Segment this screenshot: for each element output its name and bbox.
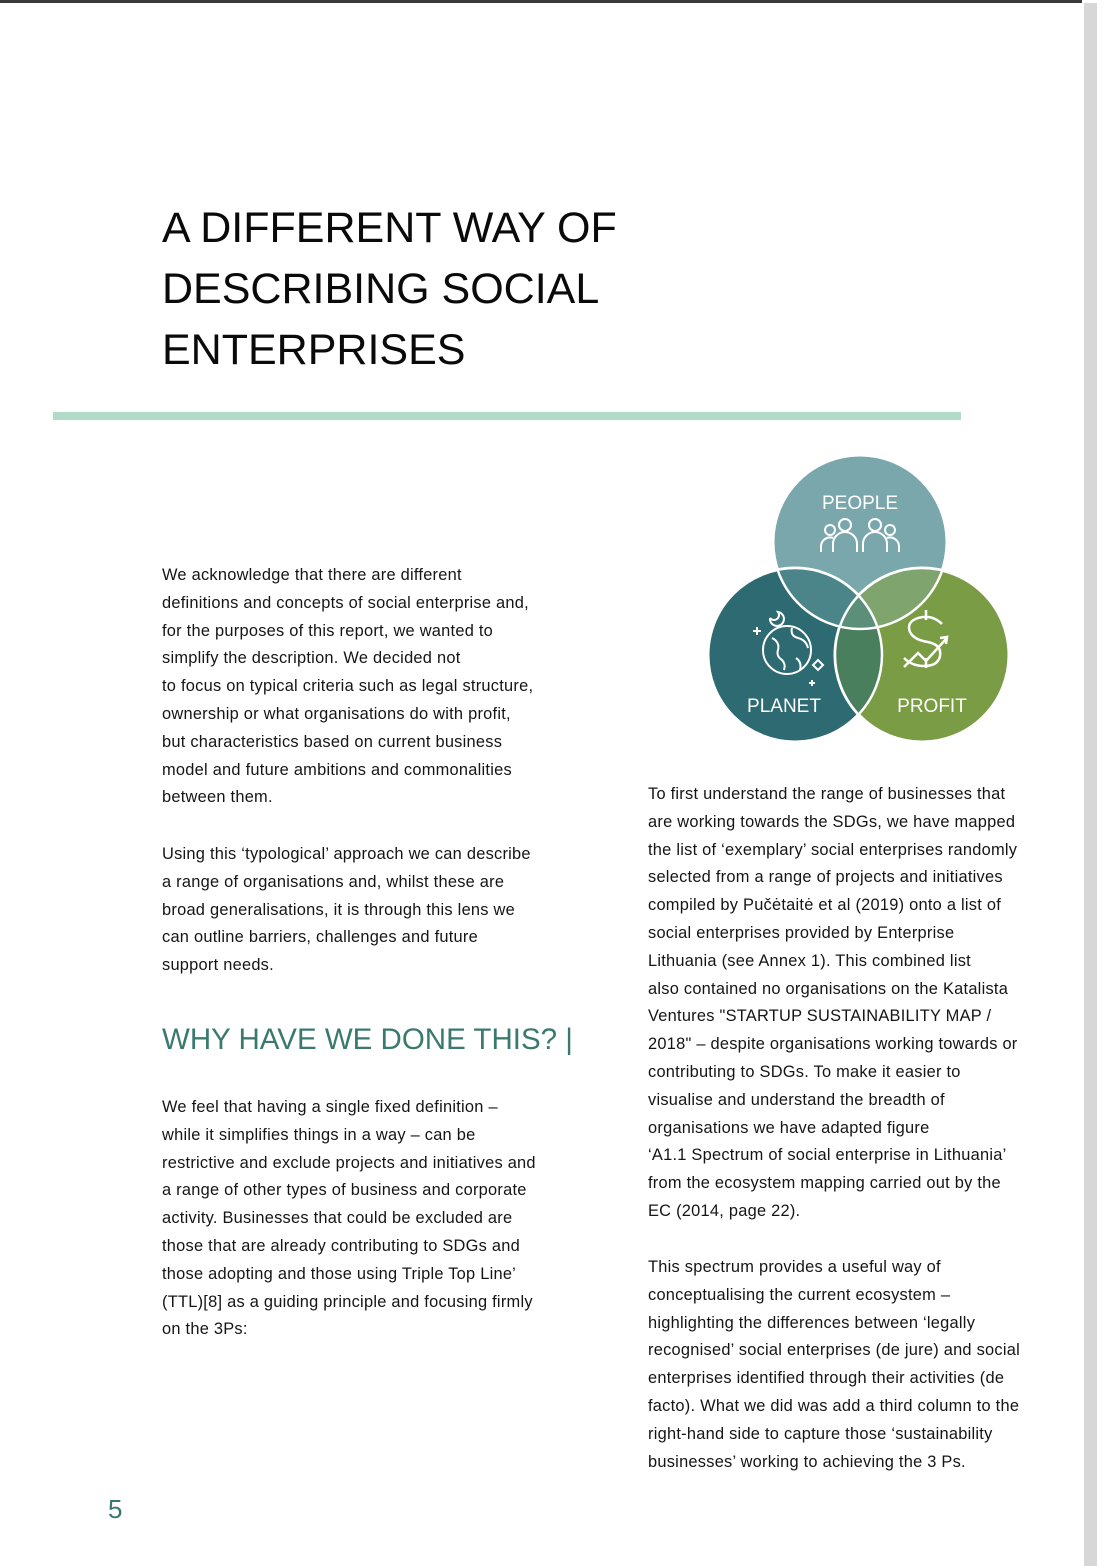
- scrollbar-thumb[interactable]: [1084, 3, 1097, 1566]
- planet-label: PLANET: [747, 696, 821, 717]
- people-label: PEOPLE: [821, 493, 899, 514]
- people-planet-profit-venn-diagram: [700, 452, 1020, 752]
- page-number: 5: [108, 1494, 123, 1524]
- spectrum-paragraph: This spectrum provides a useful way of conceptualising the current ecosystem – highlighting the differences between ‘legally recognised’ social enterprises (de jure) and social enterprises identified through their activities (de facto). What we did was add a third column to the right-hand side to capture those ‘sustainability businesses’ working to achieving the 3 Ps.: [648, 1258, 1021, 1471]
- section-heading: WHY HAVE WE DONE THIS? |: [162, 1023, 573, 1056]
- intro-paragraph: We acknowledge that there are different definitions and concepts of social enterprise and, for the purposes of this report, we wanted to simplify the description. We decided not to focus on typical criteria such as legal structure, ownership or what organisations do with profit, but characteristics based on current business model and future ambitions and commonalities between them.: [162, 566, 534, 807]
- page-title: A DIFFERENT WAY OF DESCRIBING SOCIAL ENTERPRISES: [162, 204, 617, 374]
- typology-paragraph: Using this ‘typological’ approach we can describe a range of organisations and, whilst these are broad generalisations, it is through this lens we can outline barriers, challenges and future support needs.: [162, 845, 531, 975]
- scrollbar-track[interactable]: [1082, 0, 1106, 1566]
- mapping-paragraph: To first understand the range of businesses that are working towards the SDGs, we have mapped the list of ‘exemplary’ social enterprises randomly selected from a range of projects and initiatives compiled by Pučėtaitė et al (2019) onto a list of social enterprises provided by Enterprise Lithuania (see Annex 1). This combined list also contained no organisations on the Katalista Ventures "STARTUP SUSTAINABILITY MAP / 2018" – despite organisations working towards or contributing to SDGs. To make it easier to visualise and understand the breadth of organisations we have adapted figure ‘A1.1 Spectrum of social enterprise in Lithuania’ from the ecosystem mapping carried out by the EC (2014, page 22).: [648, 785, 1018, 1220]
- profit-label: PROFIT: [897, 696, 967, 717]
- title-divider: [53, 412, 961, 420]
- top-border: [0, 0, 1106, 3]
- rationale-paragraph: We feel that having a single fixed definition – while it simplifies things in a way – can be restrictive and exclude projects and initiatives and a range of other types of business and corporate activity. Businesses that could be excluded are those that are already contributing to SDGs and those adopting and those using Triple Top Line’ (TTL)[8] as a guiding principle and focusing firmly on the 3Ps:: [162, 1098, 536, 1339]
